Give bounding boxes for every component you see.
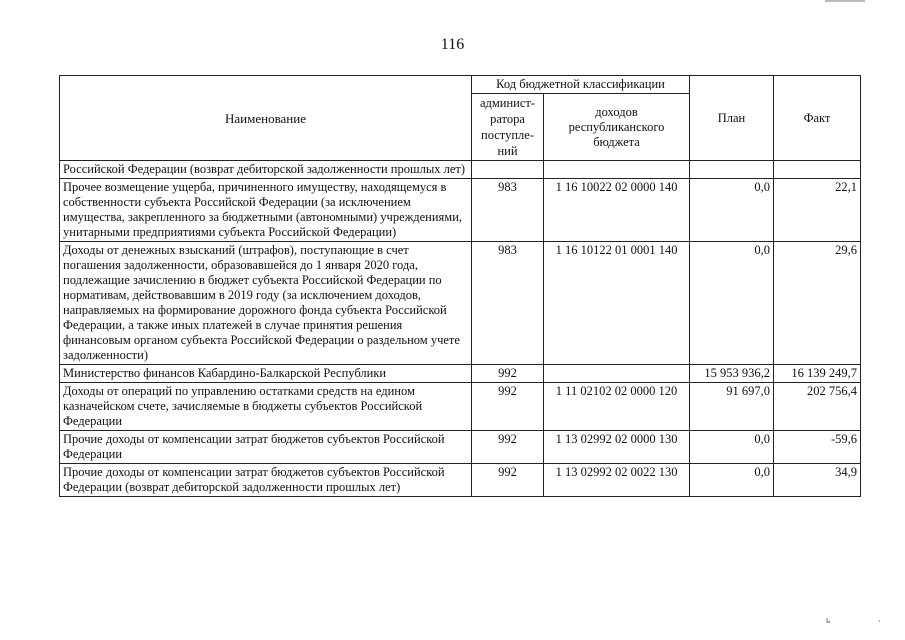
cell-revenue-code <box>544 365 690 383</box>
cell-revenue-code: 1 13 02992 02 0022 130 <box>544 464 690 497</box>
cell-administrator-code: 992 <box>472 383 544 431</box>
cell-revenue-code: 1 16 10122 01 0001 140 <box>544 242 690 365</box>
cell-name: Прочее возмещение ущерба, причиненного имуществу, находящемуся в собственности субъекта Российской Федерации (за исключением имущества, закрепленного за бюджетными (автономными) учреждениями, унитарными предприятиями субъекта Российской Федерации) <box>60 179 472 242</box>
scan-mark: ь <box>826 615 831 625</box>
cell-fact: 22,1 <box>774 179 861 242</box>
cell-name: Доходы от операций по управлению остатками средств на едином казначейском счете, зачисляемые в бюджеты субъектов Российской Федерации <box>60 383 472 431</box>
table-row <box>60 383 861 431</box>
cell-name: Прочие доходы от компенсации затрат бюджетов субъектов Российской Федерации <box>60 431 472 464</box>
cell-revenue-code: 1 11 02102 02 0000 120 <box>544 383 690 431</box>
cell-name: Доходы от денежных взысканий (штрафов), поступающие в счет погашения задолженности, образовавшейся до 1 января 2020 года, подлежащие зачислению в бюджет субъекта Российской Федерации по нормативам, действовавшим в 2019 году (за исключением доходов, направляемых на формирование дорожного фонда субъекта Российской Федерации, а также иных платежей в случае принятия решения финансовым органом субъекта Российской Федерации о раздельном учете задолженности) <box>60 242 472 365</box>
table-row <box>60 242 861 365</box>
cell-name: Российской Федерации (возврат дебиторской задолженности прошлых лет) <box>60 161 472 179</box>
header-revenue: доходов республиканского бюджета <box>544 94 690 161</box>
header-name: Наименование <box>60 76 472 161</box>
budget-table <box>59 75 861 497</box>
cell-fact: 29,6 <box>774 242 861 365</box>
cell-fact: 16 139 249,7 <box>774 365 861 383</box>
cell-plan: 91 697,0 <box>690 383 774 431</box>
cell-fact: -59,6 <box>774 431 861 464</box>
table-row <box>60 464 861 497</box>
cell-name: Прочие доходы от компенсации затрат бюджетов субъектов Российской Федерации (возврат дебиторской задолженности прошлых лет) <box>60 464 472 497</box>
cell-revenue-code: 1 13 02992 02 0000 130 <box>544 431 690 464</box>
cell-fact: 34,9 <box>774 464 861 497</box>
cell-administrator-code: 983 <box>472 242 544 365</box>
cell-fact <box>774 161 861 179</box>
scan-mark <box>825 0 865 2</box>
cell-revenue-code: 1 16 10022 02 0000 140 <box>544 179 690 242</box>
cell-administrator-code: 983 <box>472 179 544 242</box>
page-number: 116 <box>440 36 465 53</box>
cell-administrator-code: 992 <box>472 464 544 497</box>
cell-revenue-code <box>544 161 690 179</box>
cell-plan: 0,0 <box>690 431 774 464</box>
table-row <box>60 431 861 464</box>
cell-name: Министерство финансов Кабардино-Балкарской Республики <box>60 365 472 383</box>
table-row <box>60 179 861 242</box>
table-row <box>60 161 861 179</box>
cell-administrator-code: 992 <box>472 365 544 383</box>
cell-plan: 0,0 <box>690 464 774 497</box>
cell-plan: 15 953 936,2 <box>690 365 774 383</box>
cell-administrator-code: 992 <box>472 431 544 464</box>
header-budget-classification: Код бюджетной классификации <box>472 76 690 94</box>
cell-fact: 202 756,4 <box>774 383 861 431</box>
cell-plan <box>690 161 774 179</box>
cell-plan: 0,0 <box>690 179 774 242</box>
header-plan: План <box>690 76 774 161</box>
cell-plan: 0,0 <box>690 242 774 365</box>
scan-mark: · <box>878 616 881 626</box>
table-row <box>60 365 861 383</box>
header-administrator: админист-ратора поступле-ний <box>472 94 544 161</box>
header-fact: Факт <box>774 76 861 161</box>
cell-administrator-code <box>472 161 544 179</box>
